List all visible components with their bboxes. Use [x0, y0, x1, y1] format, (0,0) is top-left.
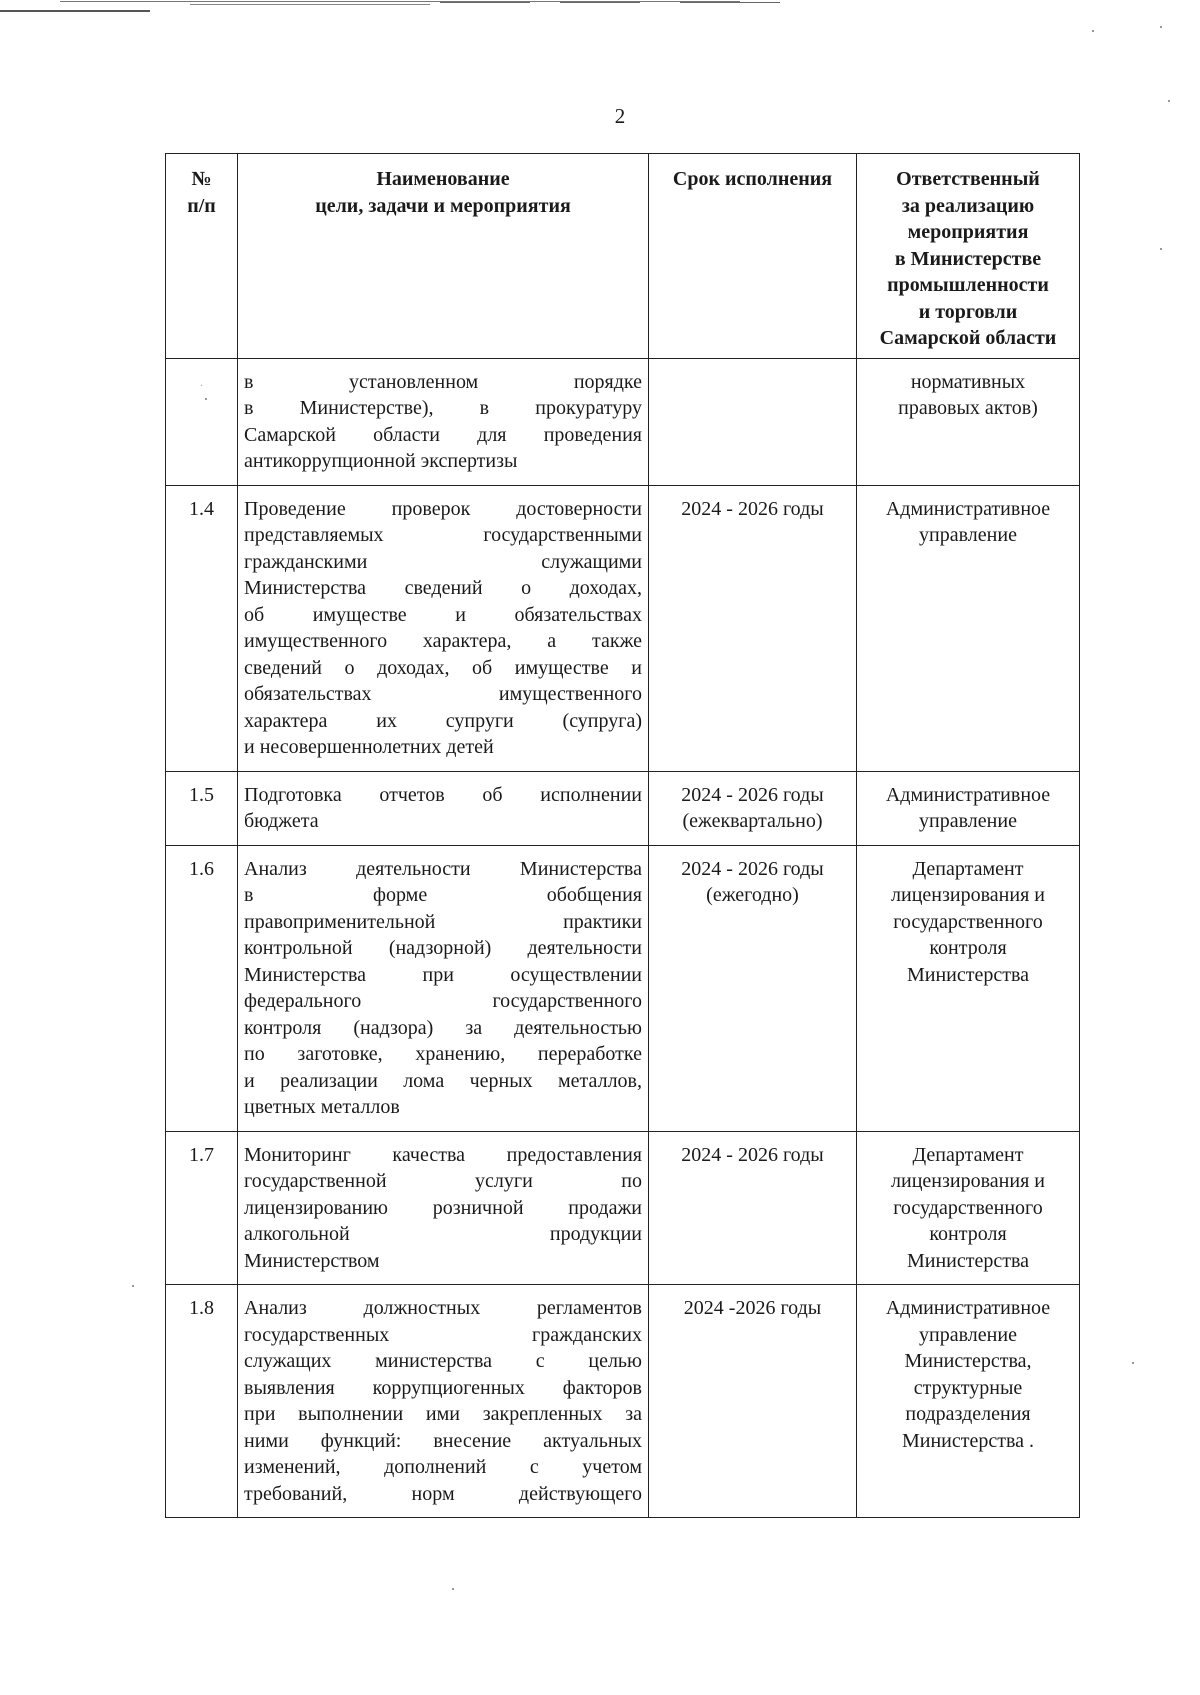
row-responsible [857, 771, 1080, 845]
scan-speck [1132, 1362, 1134, 1364]
row-responsible [857, 845, 1080, 1131]
header-text: Наименование [376, 168, 510, 190]
activity-text-line: Подготовка отчетов об исполнении [244, 783, 642, 806]
activity-text-line: Проведение проверок достоверности [244, 497, 642, 520]
activity-text-line: бюджета [244, 810, 319, 832]
table-row [166, 485, 1080, 771]
activity-text-line: обязательствах имущественного [244, 683, 642, 705]
table-body [166, 358, 1080, 1518]
row-activity-name [238, 358, 649, 485]
row-number: 1.6 [166, 845, 238, 1131]
activity-text-line: в установленном порядке [244, 370, 642, 393]
row-number: 1.8 [166, 1285, 238, 1518]
deadline-text-line: 2024 - 2026 годы [681, 497, 824, 520]
header-text: Срок исполнения [672, 168, 833, 190]
row-deadline [649, 1285, 857, 1518]
responsible-text-line: Министерства [906, 1249, 1030, 1272]
responsible-text-line: управление [919, 810, 1017, 832]
activity-text-line: алкогольной продукции [244, 1223, 642, 1245]
activity-text-line: по заготовке, хранению, переработке [244, 1043, 642, 1065]
scan-speck [1092, 30, 1094, 32]
row-deadline [649, 771, 857, 845]
activity-text-line: изменений, дополнений с учетом [244, 1456, 642, 1478]
activity-text-line: Самарской области для проведения [244, 423, 642, 446]
scan-speck [1160, 26, 1162, 28]
row-deadline [649, 845, 857, 1131]
activity-text-line: при выполнении ими закрепленных за [244, 1403, 642, 1425]
activity-text-line: лицензированию розничной продажи [244, 1196, 642, 1219]
row-deadline [649, 485, 857, 771]
header-name [238, 154, 649, 359]
header-text: Самарской области [879, 327, 1057, 349]
header-text: Ответственный [896, 168, 1040, 190]
table-row [166, 1285, 1080, 1518]
header-text: и торговли [918, 300, 1018, 323]
row-responsible [857, 1285, 1080, 1518]
responsible-text-line: Административное [885, 1297, 1051, 1319]
responsible-text-line: управление [919, 524, 1017, 546]
page-number: 2 [614, 104, 626, 128]
deadline-text-line: (ежеквартально) [682, 810, 823, 832]
header-text: № [191, 168, 212, 190]
row-activity-name [238, 1131, 649, 1285]
header-text: цели, задачи и мероприятия [315, 194, 571, 217]
activity-text-line: государственной услуги по [244, 1170, 642, 1192]
activity-text-line: Министерством [244, 1249, 380, 1272]
activity-text-line: требований, норм действующего [244, 1482, 642, 1505]
header-term [649, 154, 857, 359]
activity-text-line: сведений о доходах, об имуществе и [244, 656, 642, 679]
responsible-text-line: государственного [893, 1196, 1043, 1219]
header-text: мероприятия [907, 221, 1029, 243]
activity-text-line: федерального государственного [244, 990, 642, 1012]
activity-text-line: Мониторинг качества предоставления [244, 1143, 642, 1166]
header-text: в Министерстве [894, 247, 1042, 270]
deadline-text-line: (ежегодно) [706, 884, 799, 906]
row-number: 1.4 [166, 485, 238, 771]
table-row [166, 1131, 1080, 1285]
deadline-text-line: 2024 -2026 годы [683, 1297, 822, 1319]
responsible-text-line: лицензирования и [891, 884, 1045, 906]
responsible-text-line: Министерства . [901, 1429, 1035, 1452]
activity-text-line: контроля (надзора) за деятельностью [244, 1016, 642, 1039]
responsible-text-line: управление [919, 1323, 1017, 1346]
header-text: п/п [187, 194, 216, 217]
row-number: 1.5 [166, 771, 238, 845]
row-deadline [649, 358, 857, 485]
scan-artifact-line [440, 2, 530, 3]
responsible-text-line: структурные [913, 1376, 1023, 1399]
responsible-text-line: нормативных [910, 370, 1026, 393]
responsible-text-line: Департамент [912, 857, 1024, 880]
responsible-text-line: лицензирования и [891, 1170, 1045, 1192]
responsible-text-line: Министерства [906, 963, 1030, 986]
responsible-text-line: Административное [885, 783, 1051, 806]
row-responsible [857, 1131, 1080, 1285]
row-number: . [166, 358, 238, 485]
activity-text-line: Министерства при осуществлении [244, 963, 642, 986]
scan-artifact-line [0, 10, 150, 12]
activity-text-line: и реализации лома черных металлов, [244, 1069, 642, 1092]
row-responsible [857, 358, 1080, 485]
activity-text-line: характера их супруги (супруга) [244, 709, 642, 732]
scan-speck [1168, 100, 1170, 102]
responsible-text-line: Департамент [912, 1143, 1024, 1166]
header-text: промышленности [887, 274, 1049, 296]
responsible-text-line: правовых актов) [898, 397, 1038, 419]
scan-artifact-line [190, 4, 430, 5]
responsible-text-line: контроля [929, 1223, 1007, 1245]
table-header-row [166, 154, 1080, 359]
table-row [166, 358, 1080, 485]
responsible-text-line: подразделения [905, 1403, 1031, 1425]
row-activity-name [238, 485, 649, 771]
deadline-text-line: 2024 - 2026 годы [681, 1143, 824, 1166]
activity-text-line: об имуществе и обязательствах [244, 603, 642, 626]
scan-artifact-line [560, 2, 640, 3]
row-responsible [857, 485, 1080, 771]
responsible-text-line: государственного [893, 910, 1043, 933]
table-row [166, 771, 1080, 845]
scan-artifact-line [680, 2, 780, 3]
header-number [166, 154, 238, 359]
deadline-text-line: 2024 - 2026 годы [681, 857, 824, 880]
row-activity-name [238, 845, 649, 1131]
table-row [166, 845, 1080, 1131]
activity-text-line: Министерства сведений о доходах, [244, 577, 642, 599]
activity-text-line: служащих министерства с целью [244, 1350, 642, 1372]
activity-text-line: имущественного характера, а также [244, 630, 642, 652]
responsible-text-line: Административное [885, 497, 1051, 520]
action-plan-table [165, 153, 1080, 1518]
activity-text-line: и несовершеннолетних детей [244, 736, 494, 758]
row-deadline [649, 1131, 857, 1285]
responsible-text-line: контроля [929, 937, 1007, 959]
deadline-text-line: 2024 - 2026 годы [681, 783, 824, 806]
scan-speck [132, 1285, 134, 1287]
activity-text-line: ними функций: внесение актуальных [244, 1429, 642, 1452]
activity-text-line: в Министерстве), в прокуратуру [244, 397, 642, 419]
scan-speck [1160, 248, 1162, 250]
activity-text-line: Анализ деятельности Министерства [244, 857, 642, 880]
activity-text-line: антикоррупционной экспертизы [244, 450, 518, 472]
activity-text-line: гражданскими служащими [244, 550, 642, 573]
header-responsible [857, 154, 1080, 359]
row-activity-name [238, 771, 649, 845]
activity-text-line: контрольной (надзорной) деятельности [244, 937, 642, 959]
responsible-text-line: Министерства, [904, 1350, 1032, 1372]
scan-speck [452, 1588, 454, 1590]
activity-text-line: выявления коррупциогенных факторов [244, 1376, 642, 1399]
activity-text-line: Анализ должностных регламентов [244, 1297, 642, 1319]
row-number: 1.7 [166, 1131, 238, 1285]
header-text: за реализацию [901, 194, 1035, 217]
activity-text-line: цветных металлов [244, 1096, 400, 1118]
activity-text-line: государственных гражданских [244, 1323, 642, 1346]
activity-text-line: представляемых государственными [244, 524, 642, 546]
row-activity-name [238, 1285, 649, 1518]
activity-text-line: в форме обобщения [244, 884, 642, 906]
activity-text-line: правоприменительной практики [244, 910, 642, 933]
